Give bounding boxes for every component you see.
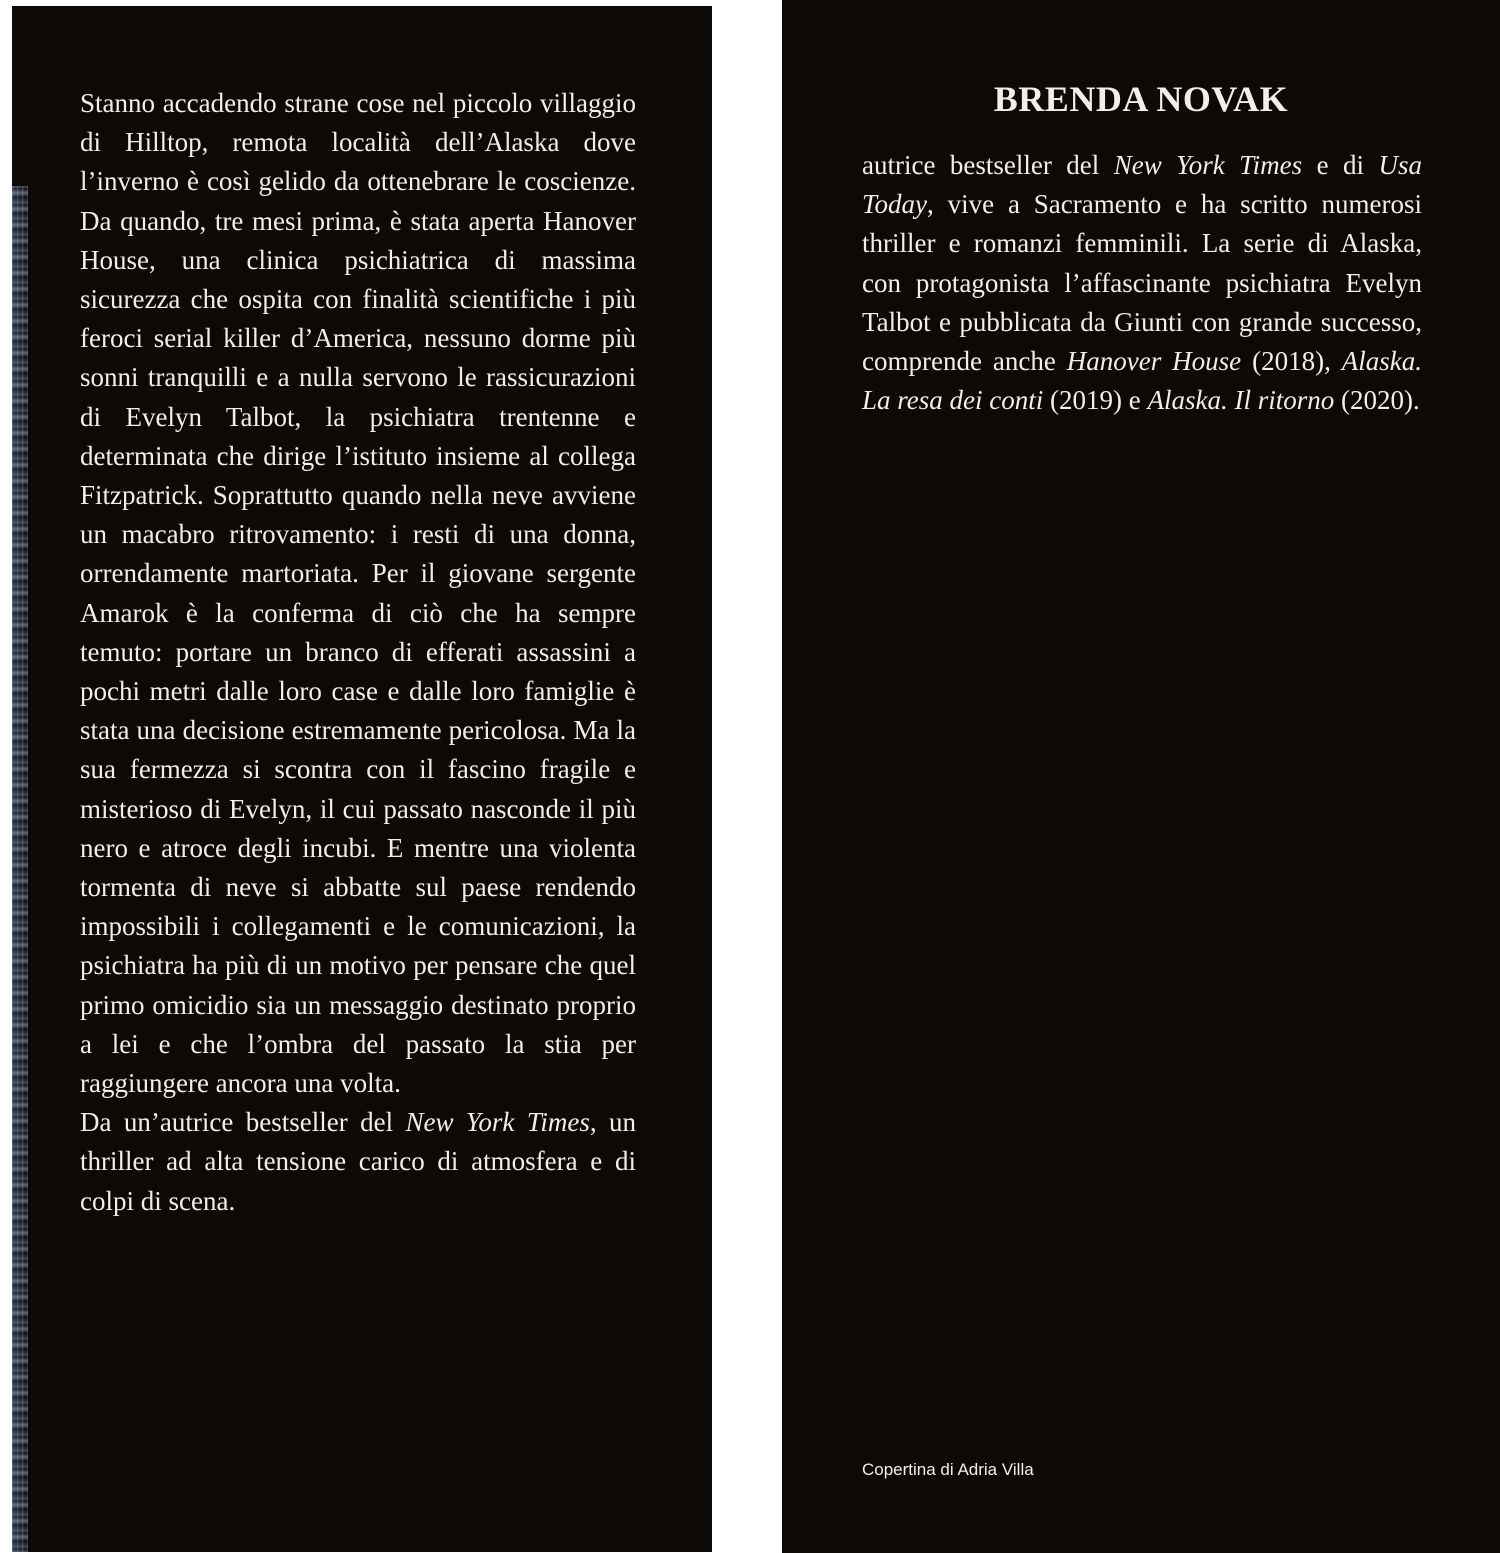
bio-text-1: autrice bestseller del — [862, 150, 1114, 180]
bio-text-3: , vive a Sacramento e ha scritto numerosi thriller e romanzi femminili. La serie di Alaska, con protagonista l’affascinante psichiatra Evelyn Talbot e pubblicata da Giunti con grande successo, comprende anche — [862, 189, 1422, 377]
bio-italic-5: Alaska. Il ritorno — [1147, 385, 1335, 416]
bio-italic-1: New York Times — [1113, 150, 1303, 180]
bio-italic-3: Hanover House — [1066, 346, 1242, 377]
bio-italic-2: Usa Today — [862, 150, 1422, 220]
bio-text-4: (2018), — [1241, 346, 1342, 377]
author-bio — [862, 146, 1422, 420]
tagline-publication: New York Times — [405, 1107, 590, 1138]
synopsis-text — [80, 84, 636, 1221]
cover-credit: Copertina di Adria Villa — [862, 1460, 1034, 1479]
author-name: BRENDA NOVAK — [993, 79, 1289, 119]
bio-text-6: (2020). — [1334, 385, 1420, 416]
bio-text-2: e di — [1302, 150, 1379, 180]
bio-italic-4: Alaska. La resa dei conti — [862, 346, 1423, 416]
tagline-paragraph — [80, 1103, 636, 1221]
back-flap-panel — [12, 6, 712, 1552]
front-flap-panel — [782, 0, 1500, 1553]
bio-text-5: (2019) e — [1043, 385, 1148, 416]
cover-image-edge — [12, 186, 28, 1552]
tagline-pre: Da un’autrice bestseller del — [80, 1107, 406, 1138]
synopsis-paragraph: Stanno accadendo strane cose nel piccolo villaggio di Hilltop, remota località dell’Alaska dove l’inverno è così gelido da ottenebrare le coscienze. Da quando, tre mesi prima, è stata aperta Hanover House, una clinica psichiatrica di massima sicurezza che ospita con finalità scientifiche i più feroci serial killer d’America, nessuno dorme più sonni tranquilli e a nulla servono le rassicurazioni di Evelyn Talbot, la psichiatra trentenne e determinata che dirige l’istituto insieme al collega Fitzpatrick. Soprattutto quando nella neve avviene un macabro ritrovamento: i resti di una donna, orrendamente martoriata. Per il giovane sergente Amarok è la conferma di ciò che ha sempre temuto: portare un branco di efferati assassini a pochi metri dalle loro case e dalle loro famiglie è stata una decisione estremamente pericolosa. Ma la sua fermezza si scontra con il fascino fragile e misterioso di Evelyn, il cui passato nasconde il più nero e atroce degli incubi. E mentre una violenta tormenta di neve si abbatte sul paese rendendo impossibili i collegamenti e le comunicazioni, la psichiatra ha più di un motivo per pensare che quel primo omicidio sia un messaggio destinato proprio a lei e che l’ombra del passato la stia per raggiungere ancora una volta. — [80, 88, 636, 1099]
tagline-post: , un thriller ad alta tensione carico di atmosfera e di colpi di scena. — [80, 1107, 636, 1216]
